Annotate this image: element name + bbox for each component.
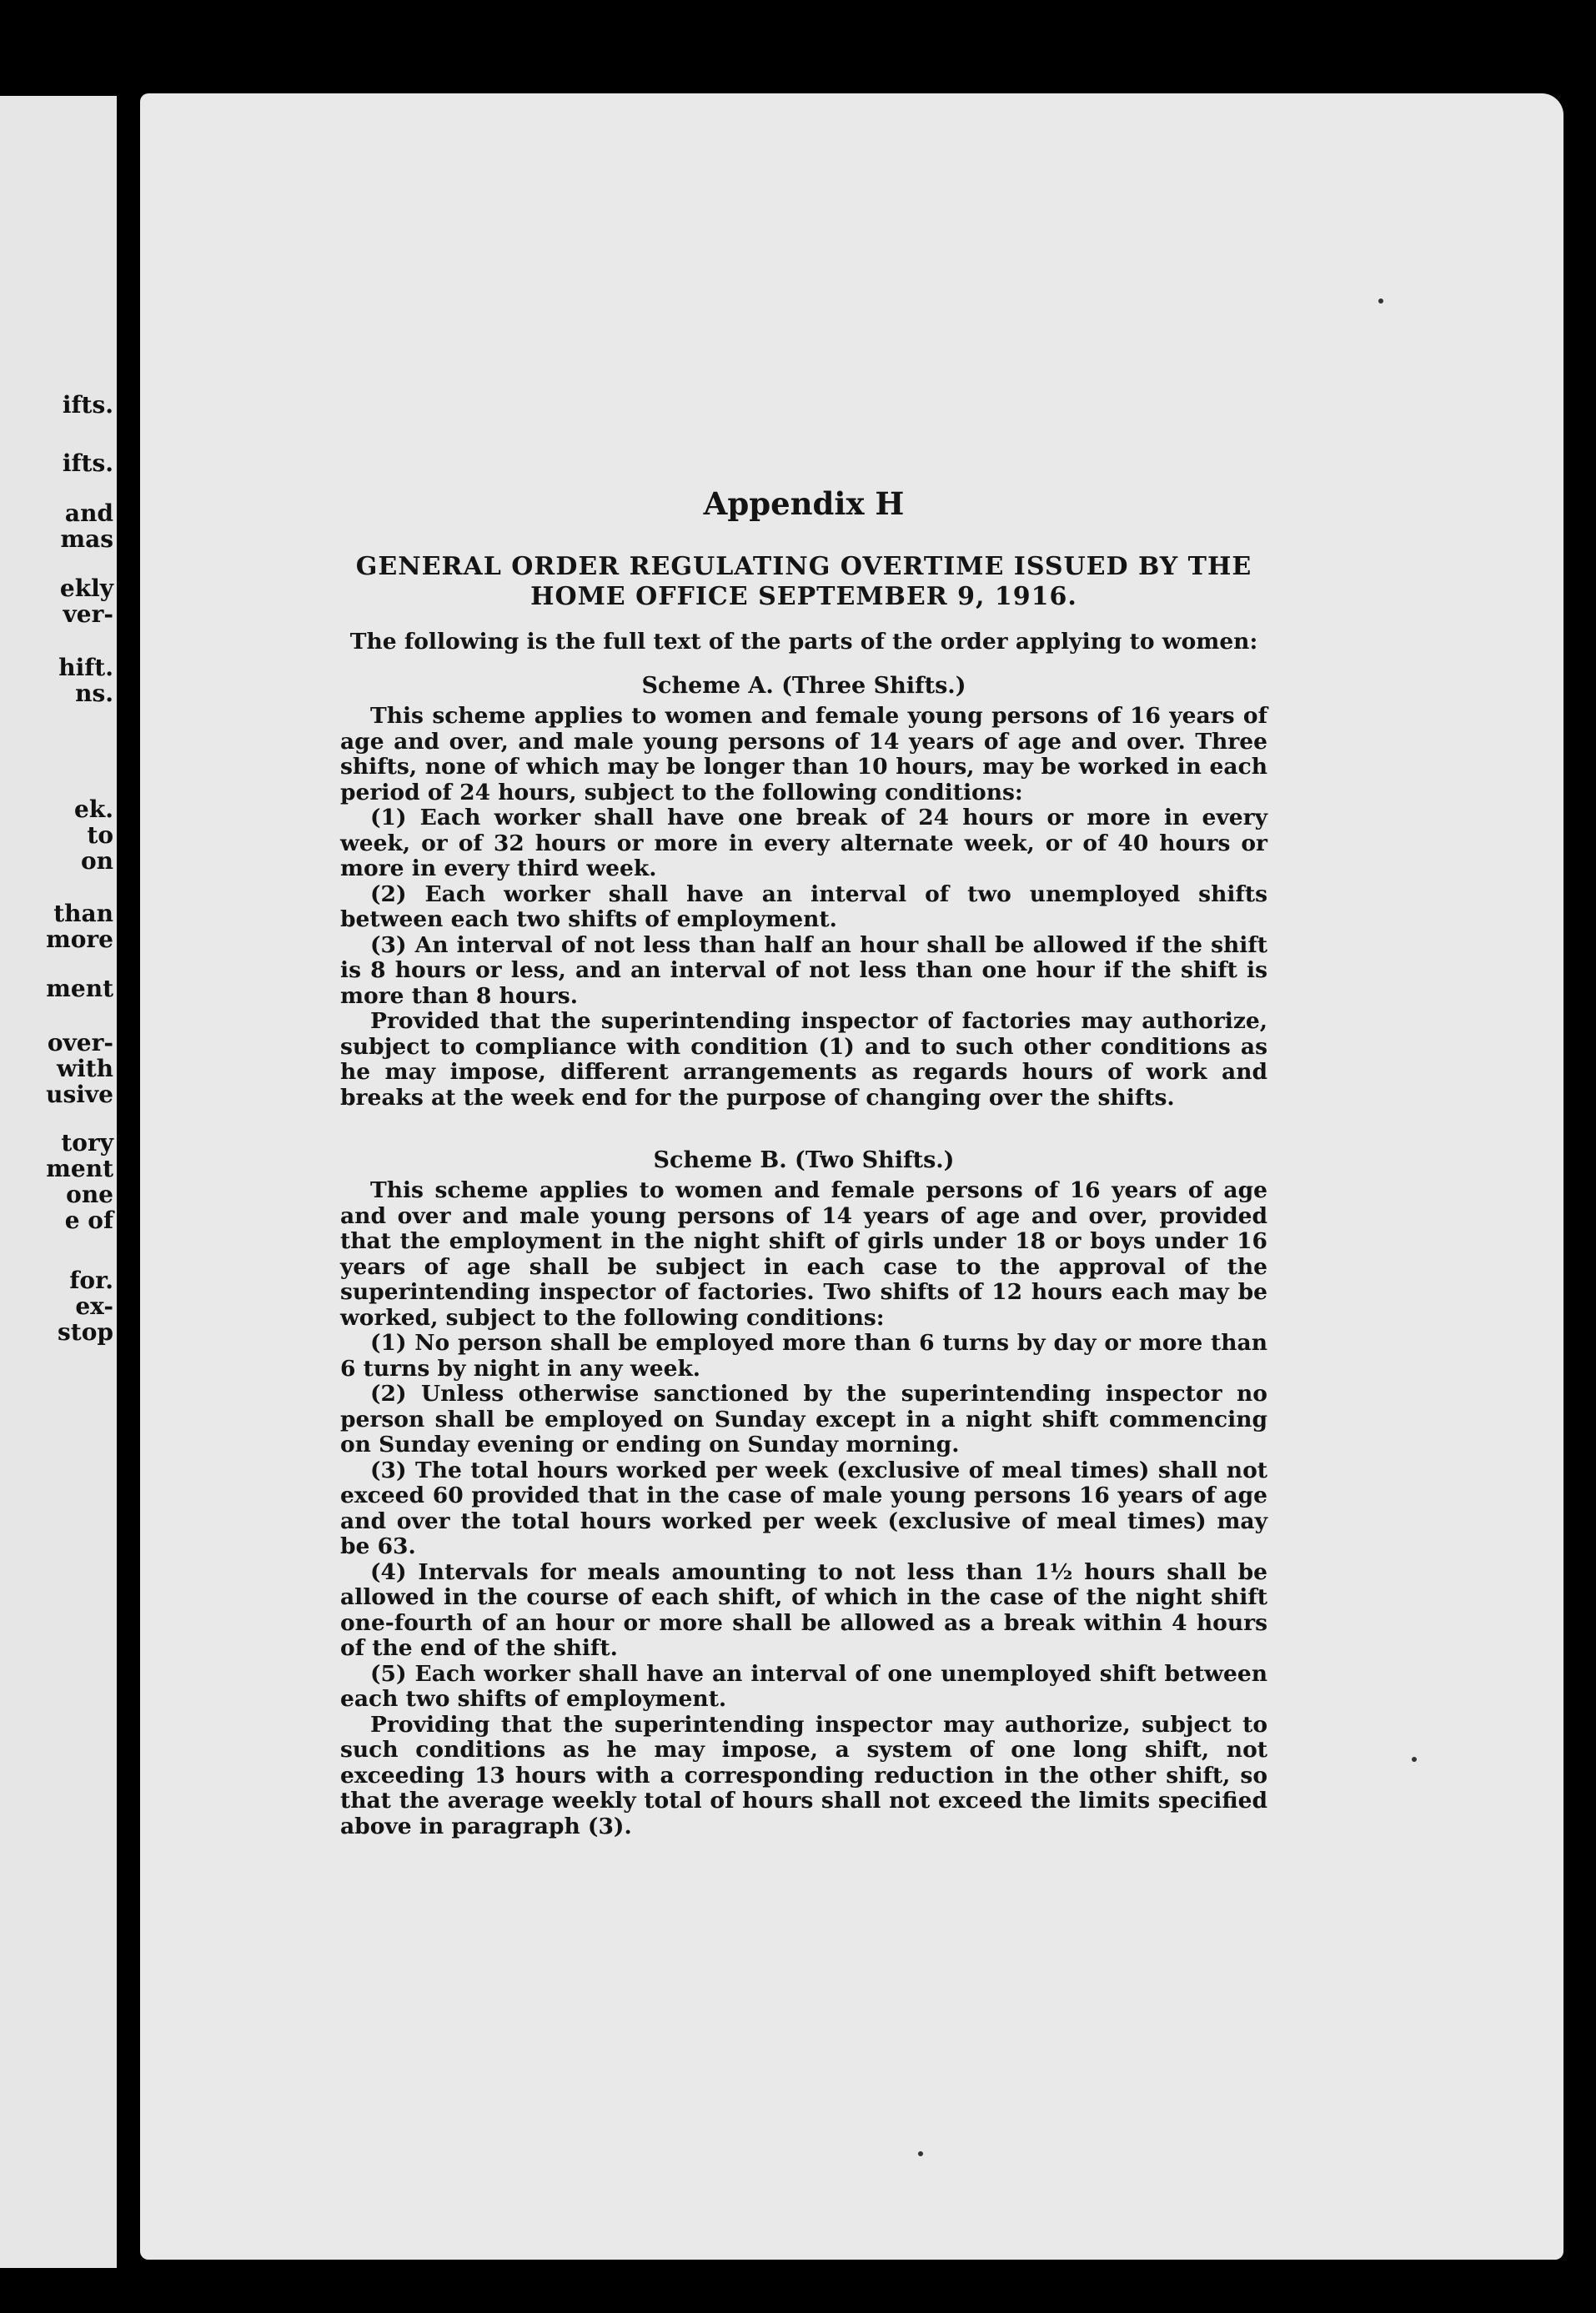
facing-page-line: ek. xyxy=(74,795,113,823)
speck-mark xyxy=(1412,1757,1417,1762)
facing-page-line: ex- xyxy=(75,1292,113,1320)
facing-page-line: usive xyxy=(46,1081,113,1108)
facing-page-line: ns. xyxy=(75,680,113,707)
intro-text: The following is the full text of the parts of the order applying to women: xyxy=(349,629,1258,655)
scheme-a-paragraph: (1) Each worker shall have one break of 24 hours or more in every week, or of 32 hours or more in every alternate week, or of 40 hours or more in every third week. xyxy=(340,805,1267,881)
facing-page-line: with xyxy=(56,1055,113,1082)
speck-mark xyxy=(1378,299,1383,304)
facing-page-line: mas xyxy=(60,525,113,553)
facing-page-line: ifts. xyxy=(62,391,113,419)
facing-page-line: for. xyxy=(69,1267,113,1294)
facing-page-line: than xyxy=(53,900,113,927)
facing-page-line: ifts. xyxy=(62,449,113,477)
scheme-b-paragraph: (4) Intervals for meals amounting to not less than 1½ hours shall be allowed in the course of each shift, of which in the case of the night shift one-fourth of an hour or more shall be allowed as a break within 4 hours of the end of the shift. xyxy=(340,1558,1267,1661)
facing-page-line: e of xyxy=(64,1207,113,1234)
facing-page-fragment xyxy=(46,976,113,1001)
scheme-a-paragraph: (3) An interval of not less than half an hour shall be allowed if the shift is 8 hours or less, and an interval of not less than one hour if the shift is more than 8 hours. xyxy=(340,931,1267,1009)
scheme-a-paragraph: (2) Each worker shall have an interval of two unemployed shifts between each two shifts of employment. xyxy=(340,881,1267,932)
facing-page-line: ment xyxy=(46,1155,113,1182)
facing-page-fragment xyxy=(63,392,113,418)
facing-page-line: ment xyxy=(46,975,113,1002)
page-title: Appendix H xyxy=(703,485,905,522)
scheme-b-paragraph: Providing that the superintending inspector may authorize, subject to such conditions as he may impose, a system of one long shift, not exceeding 13 hours with a corresponding reduction in the other shift, so that the average weekly total of hours shall not exceed the limits specified above in paragraph (3). xyxy=(340,1711,1267,1839)
document-page xyxy=(140,93,1563,2260)
scheme-b-paragraph: (3) The total hours worked per week (exclusive of meal times) shall not exceed 60 provided that in the case of male young persons 16 years of age and over the total hours worked per week (exclusive of meal times) may be 63. xyxy=(340,1457,1267,1559)
facing-page-line: on xyxy=(80,847,113,875)
scheme-a-paragraph: This scheme applies to women and female young persons of 16 years of age and over, and male young persons of 14 years of age and over. Three shifts, none of which may be longer than 10 hours, may be worked in each period of 24 hours, subject to the following conditions: xyxy=(340,703,1267,805)
facing-page-line: tory xyxy=(61,1129,113,1156)
facing-page-fragment xyxy=(58,1267,113,1345)
facing-page-fragment xyxy=(74,796,113,874)
facing-page-line: stop xyxy=(58,1318,113,1346)
scheme-b-paragraph: This scheme applies to women and female persons of 16 years of age and over and male young persons of 14 years of age and over, provided that the employment in the night shift of girls under 18 or boys under 16 years of age shall be subject in each case to the approval of the superintending inspector of factories. Two shifts of 12 hours each may be worked, subject to the following conditions: xyxy=(340,1177,1267,1331)
scheme-a-paragraph: Provided that the superintending inspector of factories may authorize, subject to compliance with condition (1) and to such other conditions as he may impose, different arrangements as regards hours of work and breaks at the week end for the purpose of changing over the shifts. xyxy=(340,1008,1267,1111)
speck-mark xyxy=(918,2151,923,2156)
document-subtitle: GENERAL ORDER REGULATING OVERTIME ISSUED BY THE HOME OFFICE SEPTEMBER 9, 1916. xyxy=(355,552,1252,611)
facing-page-fragment xyxy=(46,1030,113,1107)
facing-page-line: to xyxy=(87,821,113,849)
scheme-b-paragraph: (1) No person shall be employed more than 6 turns by day or more than 6 turns by night in any week. xyxy=(340,1330,1267,1382)
facing-page-fragment xyxy=(63,450,113,476)
scheme-b-paragraph: (2) Unless otherwise sanctioned by the superintending inspector no person shall be employed on Sunday except in a night shift commencing on Sunday evening or ending on Sunday morning. xyxy=(340,1381,1267,1458)
facing-page-line: hift. xyxy=(58,654,113,681)
document-body xyxy=(340,485,1267,1839)
facing-page-line: one xyxy=(66,1181,113,1208)
facing-page-fragment xyxy=(58,655,113,706)
facing-page-fragment xyxy=(60,575,113,627)
facing-page-line: ver- xyxy=(63,600,113,628)
facing-page-line: over- xyxy=(47,1029,113,1056)
scheme-b-heading: Scheme B. (Two Shifts.) xyxy=(653,1147,955,1173)
facing-page-fragment xyxy=(46,1130,113,1233)
scheme-b-paragraph: (5) Each worker shall have an interval of one unemployed shift between each two shifts of employment. xyxy=(340,1660,1267,1712)
facing-page-line: more xyxy=(46,926,113,953)
facing-page-fragment xyxy=(60,500,113,552)
facing-page-line: ekly xyxy=(59,574,113,602)
scheme-a-heading: Scheme A. (Three Shifts.) xyxy=(641,673,966,699)
facing-page-fragment xyxy=(46,901,113,952)
facing-page-line: and xyxy=(64,499,113,527)
facing-page xyxy=(0,96,117,2268)
